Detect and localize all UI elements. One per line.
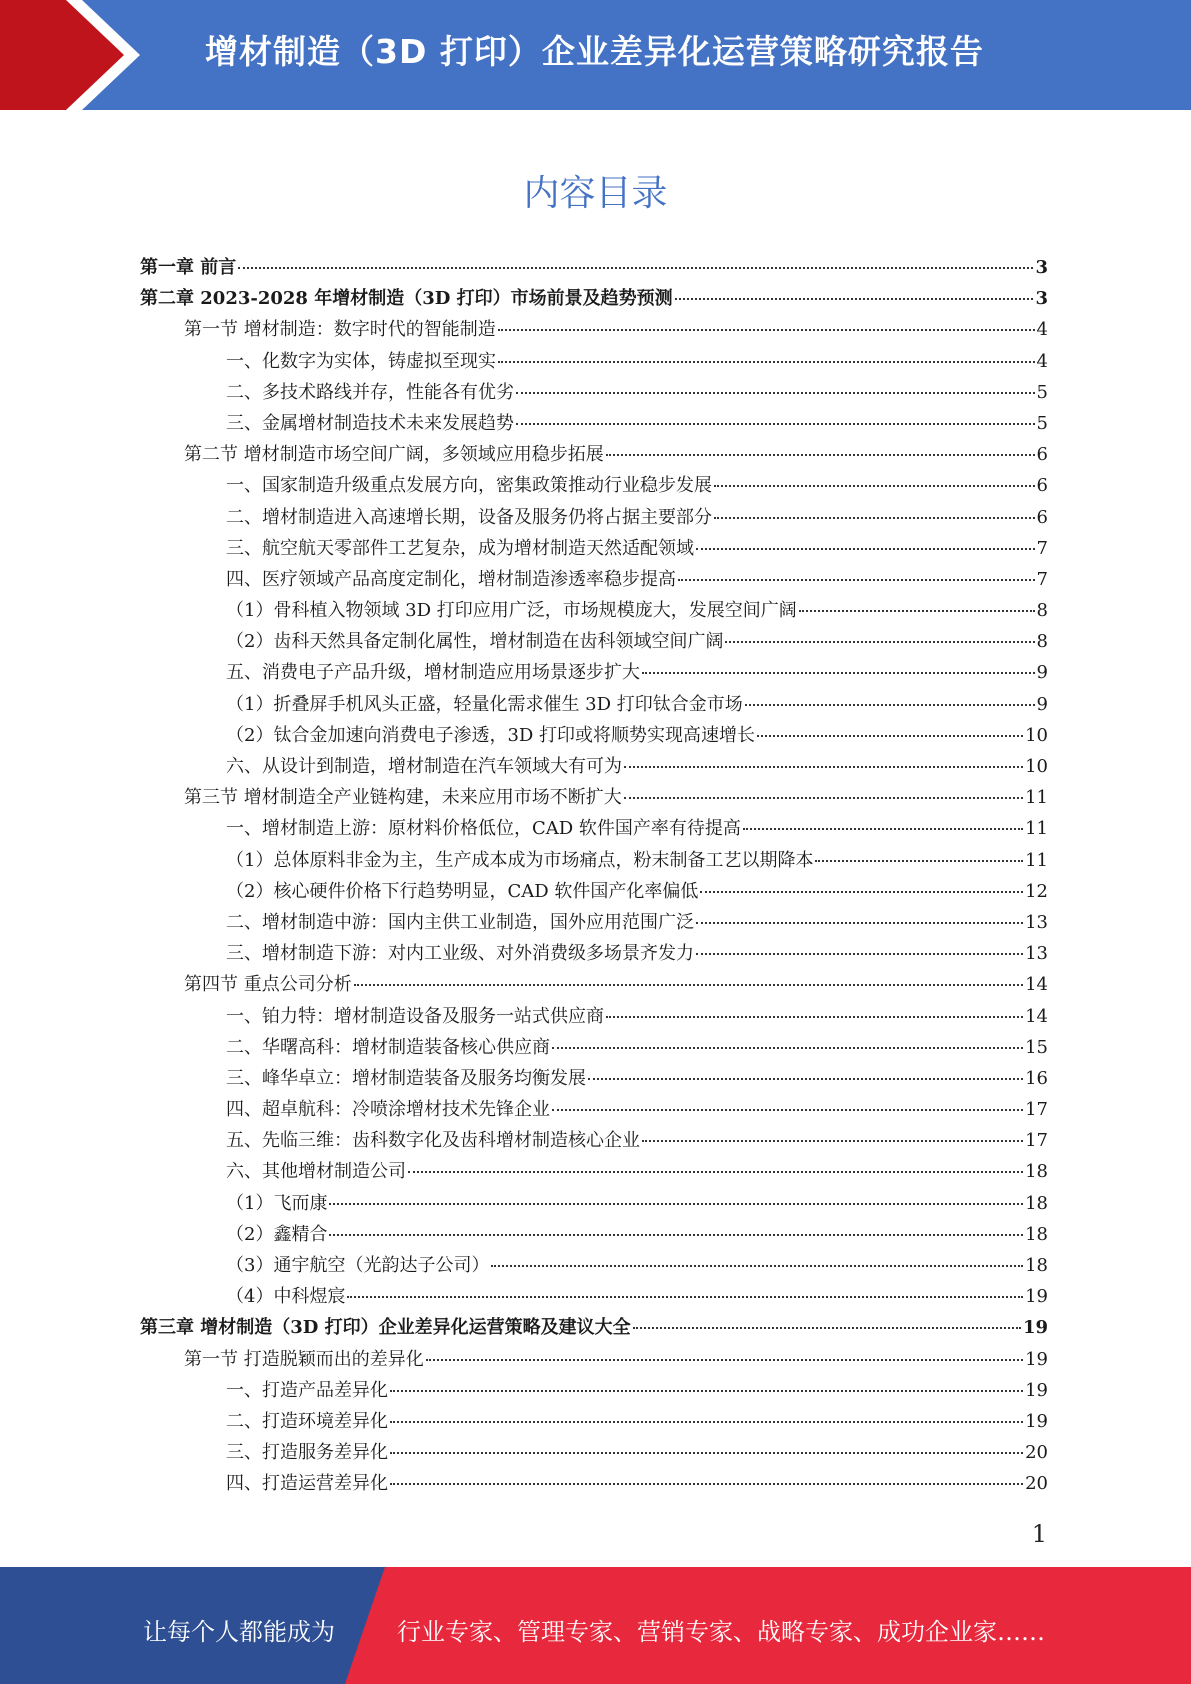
- page-header: [0, 0, 1191, 110]
- toc-entry[interactable]: [140, 378, 1048, 409]
- toc-entry-page: 18: [1025, 1223, 1048, 1245]
- toc-leader-dots: [757, 735, 1023, 737]
- toc-entry[interactable]: [140, 1064, 1048, 1095]
- toc-entry[interactable]: [140, 253, 1048, 284]
- toc-leader-dots: [633, 1327, 1021, 1329]
- toc-entry-title: 第二章 2023-2028 年增材制造（3D 打印）市场前景及趋势预测: [140, 288, 673, 310]
- toc-entry-title: （2）鑫精合: [226, 1223, 328, 1245]
- toc-entry-page: 18: [1025, 1192, 1048, 1214]
- toc-entry-page: 19: [1025, 1286, 1048, 1308]
- toc-entry-title: 第一节 增材制造：数字时代的智能制造: [184, 319, 496, 341]
- toc-entry-page: 20: [1025, 1473, 1048, 1495]
- toc-entry[interactable]: [140, 721, 1048, 752]
- toc-leader-dots: [799, 610, 1035, 612]
- table-of-contents: [140, 253, 1048, 1501]
- footer-slogan-left: 让每个人都能成为: [143, 1618, 335, 1646]
- toc-entry-title: （1）飞而康: [226, 1192, 328, 1214]
- toc-entry[interactable]: [140, 627, 1048, 658]
- toc-leader-dots: [498, 329, 1035, 331]
- footer-slogan-right: 行业专家、管理专家、营销专家、战略专家、成功企业家……: [397, 1618, 1045, 1646]
- toc-leader-dots: [408, 1171, 1023, 1173]
- toc-leader-dots: [815, 860, 1023, 862]
- toc-leader-dots: [354, 984, 1023, 986]
- toc-entry-title: （1）骨科植入物领域 3D 打印应用广泛，市场规模庞大，发展空间广阔: [226, 600, 797, 622]
- toc-entry[interactable]: [140, 1033, 1048, 1064]
- toc-entry[interactable]: [140, 284, 1048, 315]
- toc-entry-title: 第四节 重点公司分析: [184, 974, 352, 996]
- toc-entry-title: 第二节 增材制造市场空间广阔，多领域应用稳步拓展: [184, 444, 604, 466]
- toc-entry-page: 9: [1036, 693, 1048, 715]
- toc-entry-title: 五、消费电子产品升级，增材制造应用场景逐步扩大: [226, 662, 640, 684]
- toc-entry-title: （1）折叠屏手机风头正盛，轻量化需求催生 3D 打印钛合金市场: [226, 693, 743, 715]
- toc-leader-dots: [516, 423, 1035, 425]
- toc-entry[interactable]: [140, 814, 1048, 845]
- toc-entry-title: 三、航空航天零部件工艺复杂，成为增材制造天然适配领域: [226, 537, 694, 559]
- toc-entry-title: 第三章 增材制造（3D 打印）企业差异化运营策略及建议大全: [140, 1317, 631, 1339]
- toc-entry-page: 5: [1036, 412, 1048, 434]
- toc-entry-page: 10: [1025, 724, 1048, 746]
- toc-entry-page: 13: [1025, 911, 1048, 933]
- toc-leader-dots: [606, 454, 1035, 456]
- toc-entry-page: 10: [1025, 756, 1048, 777]
- toc-entry[interactable]: [140, 565, 1048, 596]
- toc-entry[interactable]: [140, 1282, 1048, 1313]
- toc-entry[interactable]: [140, 1002, 1048, 1033]
- toc-entry-page: 14: [1025, 974, 1048, 996]
- toc-entry-page: 13: [1025, 943, 1048, 965]
- toc-entry-page: 17: [1025, 1130, 1048, 1152]
- toc-entry[interactable]: [140, 1469, 1048, 1500]
- toc-entry[interactable]: [140, 690, 1048, 721]
- toc-entry[interactable]: [140, 347, 1048, 378]
- toc-leader-dots: [498, 361, 1035, 363]
- toc-entry-title: 二、打造环境差异化: [226, 1410, 388, 1432]
- toc-entry-title: 一、化数字为实体，铸虚拟至现实: [226, 350, 496, 372]
- toc-entry[interactable]: [140, 1189, 1048, 1220]
- toc-entry-page: 12: [1025, 880, 1048, 902]
- toc-leader-dots: [642, 672, 1035, 674]
- toc-entry-title: 二、多技术路线并存，性能各有优劣: [226, 381, 514, 403]
- toc-entry-title: 第一节 打造脱颖而出的差异化: [184, 1348, 424, 1370]
- toc-leader-dots: [714, 517, 1035, 519]
- toc-heading: 内容目录: [523, 173, 668, 214]
- toc-entry-title: 四、打造运营差异化: [226, 1473, 388, 1495]
- toc-entry-page: 8: [1036, 631, 1048, 653]
- toc-entry-title: （3）通宇航空（光韵达子公司）: [226, 1255, 490, 1276]
- toc-entry-title: （1）总体原料非金为主，生产成本成为市场痛点，粉末制备工艺以期降本: [226, 849, 814, 871]
- toc-leader-dots: [390, 1452, 1023, 1454]
- toc-entry-page: 14: [1025, 1005, 1048, 1027]
- toc-leader-dots: [624, 797, 1023, 799]
- toc-entry[interactable]: [140, 1376, 1048, 1407]
- toc-entry-page: 11: [1025, 849, 1048, 871]
- toc-leader-dots: [714, 485, 1035, 487]
- toc-leader-dots: [329, 1203, 1023, 1205]
- toc-entry-page: 11: [1025, 818, 1048, 840]
- toc-entry-title: 一、增材制造上游：原材料价格低位，CAD 软件国产率有待提高: [226, 818, 741, 840]
- toc-entry-title: （2）钛合金加速向消费电子渗透，3D 打印或将顺势实现高速增长: [226, 724, 756, 746]
- toc-entry-title: （2）齿科天然具备定制化属性，增材制造在齿科领域空间广阔: [226, 631, 724, 653]
- toc-entry-title: 三、增材制造下游：对内工业级、对外消费级多场景齐发力: [226, 943, 694, 965]
- toc-entry-title: 六、其他增材制造公司: [226, 1161, 406, 1183]
- toc-entry[interactable]: [140, 846, 1048, 877]
- toc-entry-page: 4: [1036, 319, 1048, 341]
- toc-leader-dots: [329, 1234, 1023, 1236]
- toc-entry-page: 19: [1025, 1348, 1048, 1370]
- page-number: 1: [1031, 1520, 1047, 1548]
- toc-entry-page: 6: [1036, 444, 1048, 466]
- toc-leader-dots: [743, 828, 1023, 830]
- toc-entry-page: 3: [1035, 288, 1048, 310]
- toc-entry-page: 6: [1036, 506, 1048, 528]
- toc-entry[interactable]: [140, 877, 1048, 908]
- toc-leader-dots: [390, 1390, 1023, 1392]
- toc-entry[interactable]: [140, 658, 1048, 689]
- toc-leader-dots: [678, 579, 1035, 581]
- toc-entry[interactable]: [140, 1157, 1048, 1188]
- toc-entry-page: 6: [1036, 475, 1048, 497]
- toc-entry-title: 四、医疗领域产品高度定制化，增材制造渗透率稳步提高: [226, 568, 676, 590]
- toc-leader-dots: [390, 1483, 1023, 1485]
- toc-entry[interactable]: [140, 471, 1048, 502]
- toc-entry-page: 9: [1036, 662, 1048, 684]
- toc-entry-title: 一、国家制造升级重点发展方向，密集政策推动行业稳步发展: [226, 475, 712, 497]
- toc-entry-page: 3: [1035, 257, 1048, 278]
- toc-entry[interactable]: [140, 315, 1048, 346]
- toc-entry-page: 18: [1025, 1161, 1048, 1183]
- toc-entry-page: 19: [1025, 1410, 1048, 1432]
- toc-leader-dots: [588, 1078, 1023, 1080]
- toc-entry-title: 四、超卓航科：冷喷涂增材技术先锋企业: [226, 1099, 550, 1121]
- toc-entry-title: 五、先临三维：齿科数字化及齿科增材制造核心企业: [226, 1130, 640, 1152]
- toc-leader-dots: [675, 298, 1034, 300]
- toc-entry-title: （4）中科煜宸: [226, 1286, 346, 1308]
- toc-entry[interactable]: [140, 1438, 1048, 1469]
- header-arrow-decoration: [0, 0, 160, 110]
- toc-entry[interactable]: [140, 970, 1048, 1001]
- toc-leader-dots: [696, 953, 1023, 955]
- toc-entry-title: 三、峰华卓立：增材制造装备及服务均衡发展: [226, 1067, 586, 1089]
- toc-entry-title: 六、从设计到制造，增材制造在汽车领域大有可为: [226, 756, 622, 777]
- toc-leader-dots: [552, 1047, 1023, 1049]
- toc-entry-title: 一、打造产品差异化: [226, 1379, 388, 1401]
- toc-entry-title: （2）核心硬件价格下行趋势明显，CAD 软件国产化率偏低: [226, 880, 699, 902]
- toc-leader-dots: [700, 891, 1023, 893]
- toc-entry-title: 二、增材制造进入高速增长期，设备及服务仍将占据主要部分: [226, 506, 712, 528]
- toc-entry-page: 19: [1022, 1317, 1048, 1339]
- toc-leader-dots: [347, 1296, 1023, 1298]
- toc-entry-page: 4: [1036, 350, 1048, 372]
- toc-entry[interactable]: [140, 409, 1048, 440]
- page-footer: [0, 1567, 1191, 1684]
- toc-entry[interactable]: [140, 939, 1048, 970]
- toc-entry-title: 一、铂力特：增材制造设备及服务一站式供应商: [226, 1005, 604, 1027]
- toc-entry[interactable]: [140, 1345, 1048, 1376]
- toc-leader-dots: [390, 1421, 1023, 1423]
- toc-entry[interactable]: [140, 503, 1048, 534]
- toc-leader-dots: [426, 1359, 1023, 1361]
- toc-entry-page: 8: [1036, 600, 1048, 622]
- toc-leader-dots: [552, 1109, 1023, 1111]
- toc-entry-title: 二、增材制造中游：国内主供工业制造，国外应用范围广泛: [226, 911, 694, 933]
- toc-entry-page: 19: [1025, 1379, 1048, 1401]
- toc-leader-dots: [696, 922, 1023, 924]
- toc-leader-dots: [642, 1140, 1023, 1142]
- toc-leader-dots: [516, 392, 1035, 394]
- toc-entry[interactable]: [140, 1251, 1048, 1282]
- toc-entry[interactable]: [140, 783, 1048, 814]
- toc-entry-page: 7: [1036, 568, 1048, 590]
- toc-entry[interactable]: [140, 1126, 1048, 1157]
- toc-entry-page: 7: [1036, 537, 1048, 559]
- toc-entry[interactable]: [140, 440, 1048, 471]
- toc-entry-page: 20: [1025, 1442, 1048, 1464]
- toc-leader-dots: [745, 704, 1035, 706]
- toc-entry-title: 二、华曙高科：增材制造装备核心供应商: [226, 1036, 550, 1058]
- toc-entry-title: 三、金属增材制造技术未来发展趋势: [226, 412, 514, 434]
- toc-entry[interactable]: [140, 1095, 1048, 1126]
- toc-leader-dots: [606, 1016, 1023, 1018]
- toc-entry-page: 16: [1025, 1067, 1048, 1089]
- toc-entry[interactable]: [140, 596, 1048, 627]
- toc-entry[interactable]: [140, 1407, 1048, 1438]
- toc-entry-title: 第三节 增材制造全产业链构建，未来应用市场不断扩大: [184, 787, 622, 809]
- toc-leader-dots: [238, 267, 1033, 269]
- toc-entry-page: 15: [1025, 1036, 1048, 1058]
- toc-entry[interactable]: [140, 1220, 1048, 1251]
- toc-leader-dots: [624, 766, 1023, 768]
- toc-entry-page: 17: [1025, 1099, 1048, 1121]
- toc-entry[interactable]: [140, 752, 1048, 783]
- toc-leader-dots: [725, 641, 1034, 643]
- toc-entry[interactable]: [140, 534, 1048, 565]
- toc-entry[interactable]: [140, 908, 1048, 939]
- toc-entry-page: 5: [1036, 381, 1048, 403]
- toc-entry-page: 18: [1025, 1255, 1048, 1276]
- toc-entry-page: 11: [1025, 787, 1048, 809]
- report-title: 增材制造（3D 打印）企业差异化运营策略研究报告: [205, 32, 984, 71]
- toc-entry[interactable]: [140, 1313, 1048, 1344]
- toc-leader-dots: [696, 548, 1035, 550]
- toc-entry-title: 第一章 前言: [140, 257, 237, 278]
- toc-entry-title: 三、打造服务差异化: [226, 1442, 388, 1464]
- toc-leader-dots: [491, 1265, 1023, 1267]
